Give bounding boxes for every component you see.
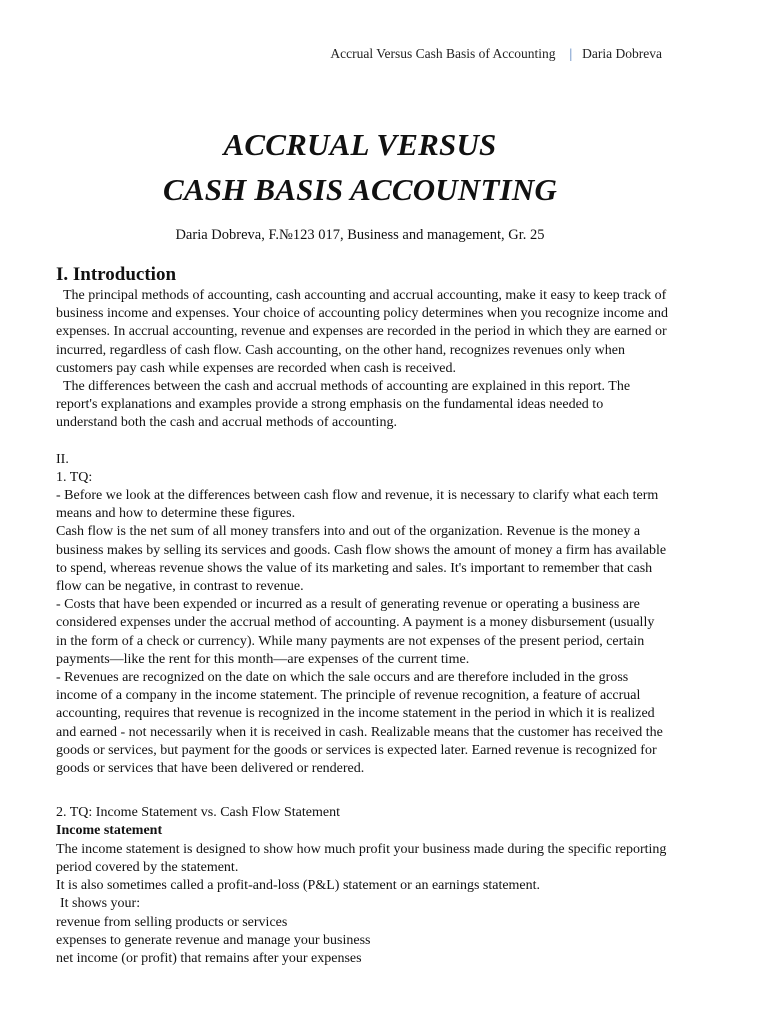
running-header	[330, 46, 662, 62]
tq-1-bullet-2: - Costs that have been expended or incurred as a result of generating revenue or operating a business are considered expenses under the accrual method of accounting. A payment is a money disbursement (usually in the form of a check or currency). While many payments are not expenses of the present period, certain payments—like the rent for this month—are expenses of the current time.	[56, 597, 655, 667]
header-doc-title: Accrual Versus Cash Basis of Accounting	[330, 46, 556, 61]
tq-1-label: 1. TQ:	[56, 469, 93, 485]
tq-2-label: 2. TQ: Income Statement vs. Cash Flow Statement	[56, 805, 340, 821]
intro-paragraph-1: The principal methods of accounting, cash accounting and accrual accounting, make it easy to keep track of business income and expenses. Your choice of accounting policy determines when you recognize income and expenses. In accrual accounting, revenue and expenses are recorded in the period in which they are earned or incurred, regardless of cash flow. Cash accounting, on the other hand, recognizes revenues only when customers pay cash while expenses are recorded when cash is received.	[56, 288, 668, 376]
intro-paragraph-2: The differences between the cash and accrual methods of accounting are explained in this report. The report's explanations and examples provide a strong emphasis on the fundamental ideas needed to understand both the cash and accrual methods of accounting.	[56, 379, 631, 431]
header-separator: |	[569, 46, 573, 61]
document-body	[56, 263, 668, 968]
document-title	[0, 122, 720, 212]
section-two-heading: II.	[56, 451, 69, 467]
title-line-1: ACCRUAL VERSUS	[223, 127, 497, 162]
author-line: Daria Dobreva, F.№123 017, Business and management, Gr. 25	[175, 227, 545, 243]
list-item: revenue from selling products or services	[56, 914, 288, 930]
intro-heading: I. Introduction	[56, 264, 177, 285]
list-item: net income (or profit) that remains after your expenses	[56, 950, 362, 966]
title-line-2: CASH BASIS ACCOUNTING	[162, 172, 558, 207]
list-item: expenses to generate revenue and manage your business	[56, 932, 371, 948]
cash-flow-paragraph: Cash flow is the net sum of all money transfers into and out of the organization. Revenue is the money a business makes by selling its services and goods. Cash flow shows the amount of money a firm has available to spend, whereas revenue shows the value of its marketing and sales. It's important to remember that cash flow can be negative, in contrast to revenue.	[56, 524, 667, 595]
income-statement-paragraph-1: The income statement is designed to show how much profit your business made during the specific reporting period covered by the statement.	[56, 841, 667, 875]
spacer	[56, 433, 668, 451]
tq-1-bullet-1: - Before we look at the differences between cash flow and revenue, it is necessary to clarify what each term means and how to determine these figures.	[56, 488, 659, 522]
income-statement-paragraph-3: It shows your:	[60, 896, 141, 912]
tq-1-bullet-3: - Revenues are recognized on the date on which the sale occurs and are therefore included in the gross income of a company in the income statement. The principle of revenue recognition, a feature of accrual accounting, requires that revenue is recognized in the income statement in the period in which it is realized and earned - not necessarily when it is received in cash. Realizable means that the customer has received the goods or services, but payment for the goods or services is expected later. Earned revenue is recognized for goods or services that have been delivered or rendered.	[56, 670, 663, 777]
spacer	[56, 778, 668, 804]
income-statement-paragraph-2: It is also sometimes called a profit-and-loss (P&L) statement or an earnings statement.	[56, 878, 541, 894]
income-statement-subheading: Income statement	[56, 823, 163, 839]
header-author: Daria Dobreva	[582, 46, 662, 61]
